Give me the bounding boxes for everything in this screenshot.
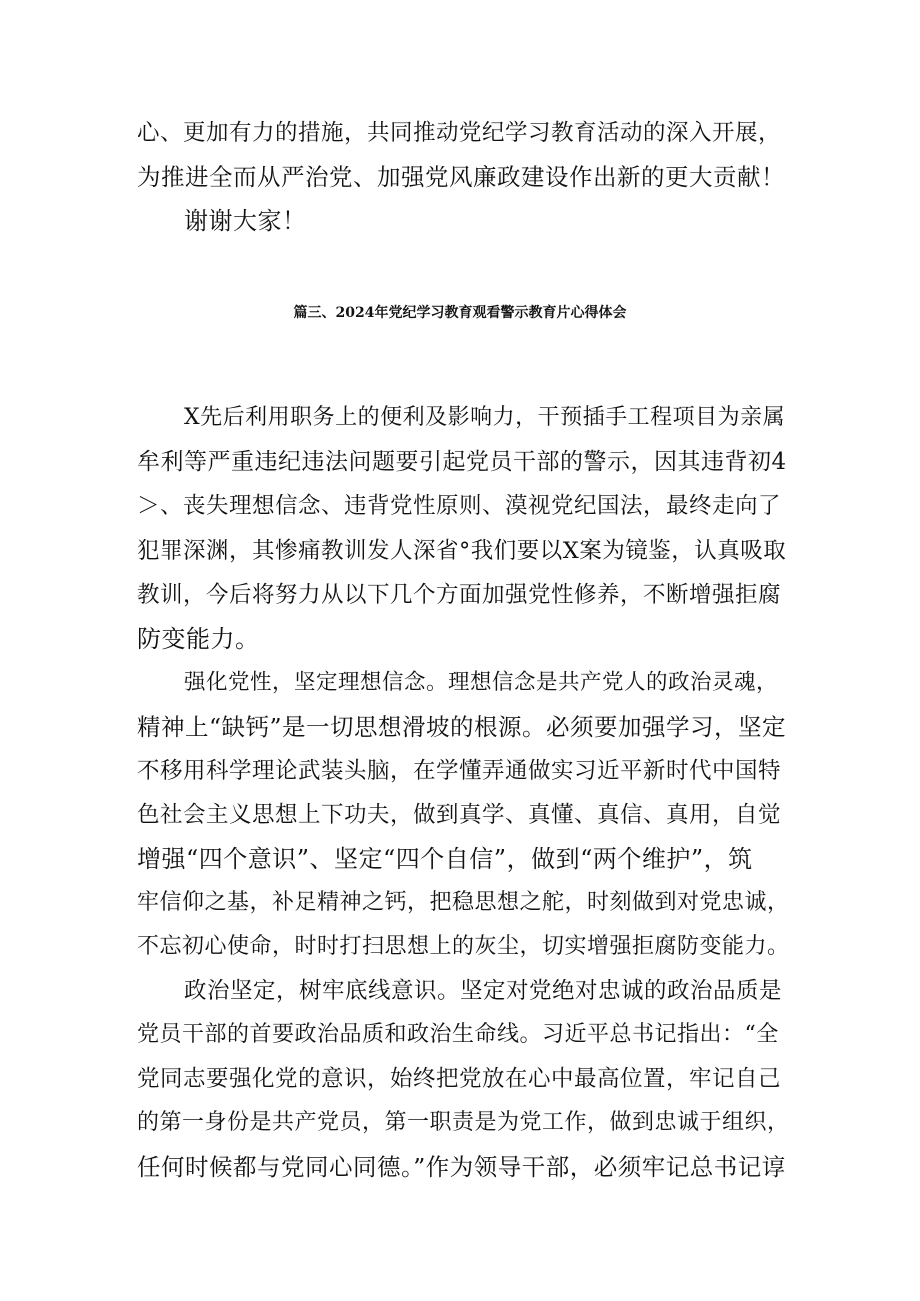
paragraph-2-line-1: 强化党性，坚定理想信念。理想信念是共产党人的政治灵魂，: [184, 670, 779, 695]
paragraph-3-line-2: 党员干部的首要政治品质和政治生命线。习近平总书记指出：“全: [137, 1022, 779, 1047]
paragraph-1-line-6: 防变能力。: [137, 625, 260, 653]
paragraph-3-line-1: 政治坚定，树牢底线意识。坚定对党绝对忠诚的政治品质是: [184, 978, 783, 1004]
paragraph-2-line-4: 色社会主义思想上下功夫，做到真学、真懂、真信、真用，自觉: [137, 802, 782, 828]
section-title: 篇三、2024年党纪学习教育观看警示教育片心得体会: [293, 305, 627, 321]
intro-line-1: 心、更加有力的措施，共同推动党纪学习教育活动的深入开展，: [137, 120, 782, 146]
paragraph-2-line-6: 牢信仰之基，补足精神之钙，把稳思想之舵，时刻做到对党忠诚，: [137, 890, 790, 915]
paragraph-2-line-5: 增强“四个意识”、坚定“四个自信”，做到“两个维护”，筑: [137, 845, 753, 873]
paragraph-3-line-3: 党同志要强化党的意识，始终把党放在心中最高位置，牢记自己: [137, 1066, 782, 1092]
paragraph-1-line-2: 牟利等严重违纪违法问题要引起党员干部的警示，因其违背初4: [137, 449, 787, 475]
paragraph-1-line-5: 教训，今后将努力从以下几个方面加强党性修养，不断增强拒腐: [137, 582, 782, 608]
paragraph-2-line-7: 不忘初心使命，时时打扫思想上的灰尘，切实增强拒腐防变能力。: [137, 934, 790, 959]
paragraph-1-line-1: X先后利用职务上的便利及影响力，干预插手工程项目为亲属: [184, 405, 786, 430]
paragraph-1-line-3: ＞、丧失理想信念、违背党性原则、漠视党纪国法，最终走向了: [137, 493, 782, 519]
paragraph-2-line-2: 精神上“缺钙”是一切思想滑坡的根源。必须要加强学习，坚定: [137, 713, 787, 741]
paragraph-1-line-4: 犯罪深渊，其惨痛教训发人深省°我们要以X案为镜鉴，认真吸取: [137, 538, 787, 564]
paragraph-3-line-5: 任何时候都与党同心同德。”作为领导干部，必须牢记总书记谆: [137, 1153, 786, 1181]
closing-thanks: 谢谢大家！: [184, 207, 307, 235]
paragraph-2-line-3: 不移用科学理论武装头脑，在学懂弄通做实习近平新时代中国特: [137, 758, 782, 784]
paragraph-3-line-4: 的第一身份是共产党员，第一职责是为党工作，做到忠诚于组织，: [137, 1110, 790, 1135]
intro-line-2: 为推进全而从严治党、加强党风廉政建设作出新的更大贡献！: [137, 163, 785, 191]
